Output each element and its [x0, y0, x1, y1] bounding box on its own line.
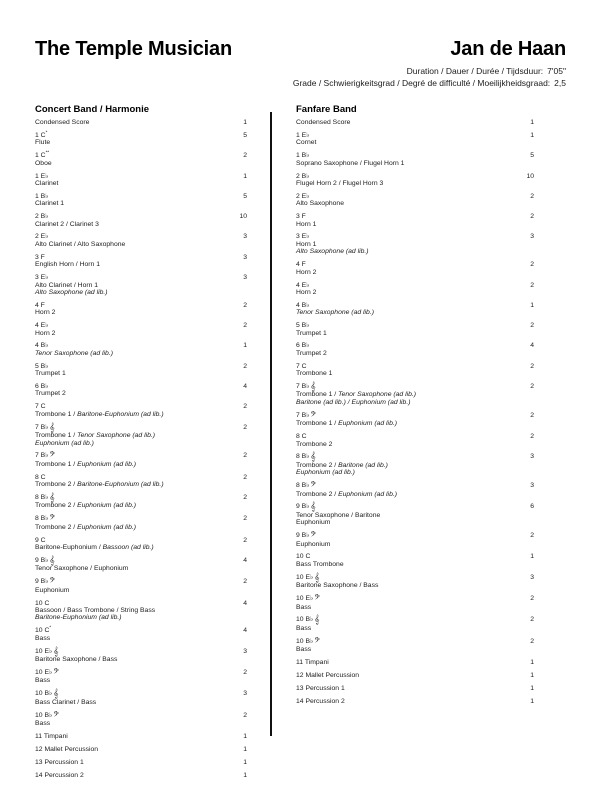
instrument-name: Trumpet 1 — [296, 329, 327, 337]
instrument-row — [296, 482, 534, 498]
treble-clef-icon: 𝄞 — [49, 422, 55, 433]
copies-count: 1 — [243, 342, 247, 350]
part-designation: 6 B♭ — [296, 342, 310, 350]
part-designation: 10 C — [296, 553, 311, 561]
copies-count: 1 — [243, 119, 247, 126]
part-designation: 5 B♭ — [35, 362, 49, 370]
part-designation: 8 C — [296, 433, 307, 441]
instrument-row — [296, 685, 534, 692]
part-designation: 9 B♭𝄞 — [35, 555, 55, 566]
part-designation: 7 B♭𝄢 — [296, 410, 317, 421]
copies-count: 3 — [530, 573, 534, 581]
instrument-row — [35, 494, 247, 510]
instrument-row — [296, 261, 534, 276]
part-designation: 10 E♭𝄢 — [35, 667, 59, 678]
copies-count: 2 — [243, 152, 247, 160]
fanfare-band-rows — [296, 119, 534, 705]
part-designation: 10 E♭𝄞 — [296, 572, 320, 583]
instrument-name: Tenor Saxophone / Euphonium — [35, 565, 129, 573]
copies-count: 5 — [530, 152, 534, 160]
copies-count: 2 — [243, 322, 247, 330]
instrument-row — [35, 746, 247, 753]
fanfare-band-header: Fanfare Band — [296, 104, 357, 115]
instrument-name: Bass — [296, 603, 312, 611]
part-designation: 10 B♭𝄢 — [296, 636, 320, 647]
instrument-row — [296, 193, 534, 208]
copies-count: 1 — [530, 697, 534, 705]
bass-clef-icon: 𝄢 — [314, 594, 320, 605]
part-designation: Condensed Score — [296, 119, 351, 126]
part-designation: 1 C* — [35, 129, 48, 139]
instrument-name: Oboe — [35, 159, 52, 167]
instrument-name: Soprano Saxophone / Flugel Horn 1 — [296, 159, 405, 167]
bass-clef-icon: 𝄢 — [310, 410, 317, 421]
instrument-row — [35, 254, 247, 269]
copies-count: 1 — [530, 301, 534, 309]
part-designation: 3 E♭ — [296, 233, 310, 241]
instrument-row — [35, 193, 247, 208]
treble-clef-icon: 𝄞 — [310, 452, 316, 463]
composer-name: Jan de Haan — [450, 38, 566, 60]
part-designation: 7 B♭𝄢 — [35, 451, 56, 462]
part-designation: 14 Percussion 2 — [35, 771, 84, 779]
instrument-row — [35, 233, 247, 248]
column-divider — [270, 112, 272, 736]
copies-count: 3 — [243, 274, 247, 282]
instrument-row — [296, 233, 534, 255]
part-designation: 13 Percussion 1 — [296, 684, 345, 692]
instrument-row — [35, 129, 247, 147]
part-designation: 8 B♭𝄢 — [35, 514, 56, 525]
instrument-row — [296, 383, 534, 406]
part-designation: 10 E♭𝄞 — [35, 646, 59, 657]
instrument-name: Trumpet 1 — [35, 370, 66, 378]
part-designation: 9 B♭𝄢 — [296, 531, 317, 542]
part-designation: 7 C — [296, 362, 307, 370]
copies-count: 2 — [243, 473, 247, 481]
copies-count: 2 — [243, 668, 247, 676]
part-designation: 9 B♭𝄞 — [296, 502, 316, 513]
instrument-name: Horn 2 — [35, 309, 56, 317]
copies-count: 1 — [243, 771, 247, 779]
instrument-row — [35, 772, 247, 779]
instrument-name: Alto Clarinet / Alto Saxophone — [35, 240, 126, 248]
part-designation: 11 Timpani — [296, 659, 329, 667]
concert-band-rows — [35, 119, 247, 779]
instrument-name: Horn 1 — [296, 240, 317, 248]
copies-count: 1 — [530, 119, 534, 126]
grade-label: Grade / Schwierigkeitsgrad / Degré de difficulté / Moeilijkheidsgraad: — [292, 78, 551, 88]
instrument-name: Trombone 2 / Euphonium (ad lib.) — [296, 490, 398, 498]
instrument-row — [35, 537, 247, 552]
instrument-name: Flugel Horn 2 / Flugel Horn 3 — [296, 179, 384, 187]
instrument-row — [35, 669, 247, 685]
instrument-row — [296, 672, 534, 679]
copies-count: 1 — [243, 758, 247, 766]
part-designation: 12 Mallet Percussion — [296, 671, 360, 679]
instrument-name: Bass — [296, 624, 312, 632]
part-designation: 3 F — [35, 253, 45, 261]
footnote-mark: * — [49, 625, 52, 631]
instrument-row — [296, 152, 534, 167]
copies-count: 10 — [526, 172, 534, 180]
treble-clef-icon: 𝄞 — [310, 502, 316, 513]
instrument-row — [35, 383, 247, 398]
instrument-row — [35, 515, 247, 531]
instrument-name: Clarinet — [35, 179, 59, 187]
copies-count: 5 — [243, 131, 247, 139]
part-designation: 1 B♭ — [296, 152, 310, 160]
instrument-row — [296, 119, 534, 126]
instrument-name: Trombone 2 / Euphonium (ad lib.) — [35, 502, 137, 510]
part-designation: 4 B♭ — [296, 301, 310, 309]
instrument-row — [296, 532, 534, 548]
part-designation: 1 B♭ — [35, 192, 49, 200]
treble-clef-icon: 𝄞 — [49, 555, 55, 566]
instrument-row — [35, 712, 247, 728]
instrument-row — [35, 213, 247, 228]
part-designation: 10 C — [35, 599, 50, 607]
part-designation: 8 B♭𝄞 — [296, 452, 316, 463]
instrument-row — [296, 363, 534, 378]
concert-band-header: Concert Band / Harmonie — [35, 104, 150, 115]
bass-clef-icon: 𝄢 — [49, 514, 56, 525]
instrument-name: Euphonium — [296, 540, 331, 548]
bass-clef-icon: 𝄢 — [49, 451, 56, 462]
copies-count: 1 — [530, 684, 534, 692]
copies-count: 2 — [530, 637, 534, 645]
part-designation: 1 E♭ — [35, 172, 49, 180]
part-designation: 4 F — [35, 301, 45, 309]
copies-count: 2 — [243, 494, 247, 502]
part-designation: 9 C — [35, 536, 46, 544]
part-designation: 8 B♭𝄢 — [296, 481, 317, 492]
instrument-name: Alto Saxophone — [296, 200, 344, 208]
page-title: The Temple Musician — [35, 38, 232, 60]
copies-count: 1 — [243, 732, 247, 740]
instrument-row — [296, 433, 534, 448]
instrument-name: Alto Saxophone (ad lib.) — [296, 248, 369, 256]
instrument-name: Trombone 1 / Baritone-Euphonium (ad lib.) — [35, 410, 164, 418]
copies-count: 2 — [530, 383, 534, 391]
copies-count: 2 — [530, 616, 534, 624]
instrument-row — [296, 282, 534, 297]
copies-count: 2 — [530, 433, 534, 441]
part-designation: 11 Timpani — [35, 732, 68, 740]
part-designation: 2 B♭ — [296, 172, 310, 180]
instrument-row — [35, 474, 247, 489]
instrument-name: Clarinet 2 / Clarinet 3 — [35, 220, 99, 228]
instrument-row — [35, 119, 247, 126]
copies-count: 2 — [530, 213, 534, 221]
instrument-row — [35, 452, 247, 468]
instrument-name: Horn 2 — [296, 288, 317, 296]
copies-count: 1 — [530, 553, 534, 561]
part-designation: 10 B♭𝄢 — [35, 710, 59, 721]
copies-count: 4 — [243, 556, 247, 564]
instrument-name: Tenor Saxophone (ad lib.) — [296, 309, 374, 317]
part-designation: Condensed Score — [35, 119, 90, 126]
instrument-name: Horn 2 — [296, 268, 317, 276]
copies-count: 1 — [530, 659, 534, 667]
instrument-name: Baritone Saxophone / Bass — [296, 582, 379, 590]
instrument-row — [296, 412, 534, 428]
instrument-row — [35, 403, 247, 418]
copies-count: 5 — [243, 192, 247, 200]
copies-count: 3 — [530, 453, 534, 461]
part-designation: 10 C* — [35, 625, 52, 635]
concert-band-column — [35, 104, 247, 785]
part-designation: 8 C — [35, 473, 46, 481]
fanfare-band-column — [296, 104, 534, 711]
duration-value: 7'05" — [547, 66, 566, 76]
part-designation: 12 Mallet Percussion — [35, 745, 99, 753]
copies-count: 2 — [243, 423, 247, 431]
part-designation: 2 B♭ — [35, 213, 49, 221]
instrument-row — [35, 149, 247, 167]
instrument-row — [35, 342, 247, 357]
copies-count: 2 — [530, 281, 534, 289]
instrument-name: Alto Saxophone (ad lib.) — [35, 288, 108, 296]
copies-count: 2 — [243, 403, 247, 411]
instrument-row — [296, 173, 534, 188]
instrument-name: Trumpet 2 — [35, 390, 66, 398]
treble-clef-icon: 𝄞 — [314, 572, 320, 583]
instrument-row — [296, 132, 534, 147]
instrument-row — [296, 302, 534, 317]
bass-clef-icon: 𝄢 — [310, 481, 317, 492]
treble-clef-icon: 𝄞 — [53, 689, 59, 700]
instrument-name: Bass — [35, 677, 51, 685]
part-designation: 2 E♭ — [35, 233, 49, 241]
instrument-name: Trombone 1 / Euphonium (ad lib.) — [35, 460, 137, 468]
instrument-name: Trombone 2 / Euphonium (ad lib.) — [35, 523, 137, 531]
instrument-name: Bass — [35, 634, 51, 642]
part-designation: 10 B♭𝄞 — [35, 689, 59, 700]
instrument-row — [35, 173, 247, 188]
instrument-name: Trombone 1 — [296, 370, 333, 378]
instrument-row — [35, 274, 247, 296]
instrument-name: Bass Trombone — [296, 560, 344, 568]
copies-count: 2 — [243, 578, 247, 586]
footnote-mark: * — [45, 129, 48, 135]
instrument-name: Bass — [296, 646, 312, 654]
instrument-name: Trombone 1 / Euphonium (ad lib.) — [296, 420, 398, 428]
part-designation: 4 B♭ — [35, 342, 49, 350]
copies-count: 3 — [243, 253, 247, 261]
copies-count: 1 — [530, 671, 534, 679]
part-designation: 7 B♭𝄞 — [35, 422, 55, 433]
copies-count: 4 — [530, 342, 534, 350]
copies-count: 3 — [243, 690, 247, 698]
instrument-row — [296, 698, 534, 705]
copies-count: 2 — [243, 301, 247, 309]
instrument-name: Trumpet 2 — [296, 349, 327, 357]
instrument-row — [296, 322, 534, 337]
instrument-name: Horn 2 — [35, 329, 56, 337]
instrument-row — [35, 363, 247, 378]
treble-clef-icon: 𝄞 — [53, 646, 59, 657]
instrument-row — [35, 690, 247, 706]
instrument-row — [296, 213, 534, 228]
bass-clef-icon: 𝄢 — [53, 710, 59, 721]
instrument-row — [296, 574, 534, 590]
instrument-name: Baritone-Euphonium / Bassoon (ad lib.) — [35, 544, 154, 552]
instrument-name: Trombone 2 / Baritone (ad lib.) — [296, 461, 388, 469]
copies-count: 3 — [243, 647, 247, 655]
part-designation: 10 B♭𝄞 — [296, 615, 320, 626]
instrument-row — [35, 733, 247, 740]
grade-line — [293, 78, 566, 89]
copies-count: 4 — [243, 599, 247, 607]
instrument-name: Flute — [35, 139, 51, 147]
instrument-name: Trombone 2 / Baritone-Euphonium (ad lib.) — [35, 481, 164, 489]
instrument-name: Tenor Saxophone / Baritone — [296, 511, 381, 519]
treble-clef-icon: 𝄞 — [49, 493, 55, 504]
copies-count: 1 — [243, 172, 247, 180]
instrument-name: Bassoon / Bass Trombone / String Bass — [35, 607, 156, 614]
instrument-row — [35, 600, 247, 622]
copies-count: 3 — [530, 233, 534, 241]
copies-count: 2 — [530, 362, 534, 370]
instrument-name: Euphonium (ad lib.) — [296, 469, 355, 477]
instrument-name: Tenor Saxophone (ad lib.) — [35, 349, 113, 357]
copies-count: 2 — [243, 452, 247, 460]
copies-count: 1 — [530, 131, 534, 139]
copies-count: 3 — [243, 233, 247, 241]
treble-clef-icon: 𝄞 — [310, 382, 316, 393]
instrument-name: Euphonium — [296, 519, 331, 527]
instrument-name: Euphonium (ad lib.) — [35, 439, 94, 447]
footnote-mark: ** — [45, 149, 50, 155]
part-designation: 6 B♭ — [35, 383, 49, 391]
copies-count: 3 — [530, 482, 534, 490]
instrument-name: Euphonium — [35, 586, 70, 594]
instrument-row — [296, 453, 534, 476]
bass-clef-icon: 𝄢 — [49, 577, 56, 588]
part-designation: 2 E♭ — [296, 192, 310, 200]
instrument-row — [35, 557, 247, 573]
instrument-row — [35, 648, 247, 664]
instrument-name: Baritone Saxophone / Bass — [35, 656, 118, 664]
part-designation: 4 F — [296, 261, 306, 269]
part-designation: 7 B♭𝄞 — [296, 382, 316, 393]
copies-count: 2 — [530, 322, 534, 330]
treble-clef-icon: 𝄞 — [314, 615, 320, 626]
instrument-name: Trombone 1 / Tenor Saxophone (ad lib.) — [296, 391, 417, 399]
part-designation: 4 E♭ — [35, 322, 49, 330]
copies-count: 2 — [243, 515, 247, 523]
part-designation: 8 B♭𝄞 — [35, 493, 55, 504]
instrument-name: Horn 1 — [296, 220, 317, 228]
copies-count: 10 — [239, 213, 247, 221]
part-designation: 3 F — [296, 213, 306, 221]
instrument-row — [35, 627, 247, 642]
instrument-name: Trombone 1 / Tenor Saxophone (ad lib.) — [35, 432, 156, 440]
bass-clef-icon: 𝄢 — [310, 531, 317, 542]
instrument-name: Bass — [35, 719, 51, 727]
copies-count: 2 — [243, 711, 247, 719]
instrument-row — [35, 424, 247, 447]
copies-count: 2 — [530, 532, 534, 540]
copies-count: 2 — [530, 595, 534, 603]
instrument-row — [35, 322, 247, 337]
instrument-name: Clarinet 1 — [35, 200, 65, 208]
instrument-name: Alto Clarinet / Horn 1 — [35, 281, 99, 289]
copies-count: 2 — [530, 192, 534, 200]
duration-line — [407, 66, 566, 77]
instrument-name: Baritone-Euphonium (ad lib.) — [35, 614, 122, 622]
part-designation: 10 E♭𝄢 — [296, 594, 320, 605]
instrument-row — [296, 616, 534, 632]
part-designation: 1 C** — [35, 149, 50, 160]
part-designation: 4 E♭ — [296, 281, 310, 289]
bass-clef-icon: 𝄢 — [53, 667, 59, 678]
instrument-row — [296, 503, 534, 526]
instrument-row — [296, 342, 534, 357]
instrument-name: English Horn / Horn 1 — [35, 261, 100, 269]
instrument-row — [35, 759, 247, 766]
instrument-name: Cornet — [296, 139, 317, 147]
copies-count: 2 — [243, 536, 247, 544]
copies-count: 4 — [243, 383, 247, 391]
copies-count: 1 — [243, 745, 247, 753]
copies-count: 6 — [530, 503, 534, 511]
part-designation: 9 B♭𝄢 — [35, 577, 56, 588]
copies-count: 4 — [243, 627, 247, 635]
part-designation: 14 Percussion 2 — [296, 697, 345, 705]
instrument-name: Baritone (ad lib.) / Euphonium (ad lib.) — [296, 398, 411, 406]
copies-count: 2 — [243, 362, 247, 370]
instrument-row — [296, 659, 534, 666]
instrument-name: Bass Clarinet / Bass — [35, 698, 97, 706]
copies-count: 2 — [530, 411, 534, 419]
instrument-row — [296, 638, 534, 654]
instrument-name: Trombone 2 — [296, 440, 333, 448]
instrument-row — [296, 595, 534, 611]
part-designation: 3 E♭ — [35, 274, 49, 282]
instrument-row — [35, 578, 247, 594]
instrument-row — [296, 553, 534, 568]
part-designation: 7 C — [35, 403, 46, 411]
part-designation: 5 B♭ — [296, 322, 310, 330]
duration-label: Duration / Dauer / Durée / Tijdsduur: — [406, 66, 544, 76]
copies-count: 2 — [530, 261, 534, 269]
bass-clef-icon: 𝄢 — [314, 636, 320, 647]
part-designation: 13 Percussion 1 — [35, 758, 84, 766]
instrument-row — [35, 302, 247, 317]
part-designation: 1 E♭ — [296, 131, 310, 139]
grade-value: 2,5 — [554, 78, 566, 88]
